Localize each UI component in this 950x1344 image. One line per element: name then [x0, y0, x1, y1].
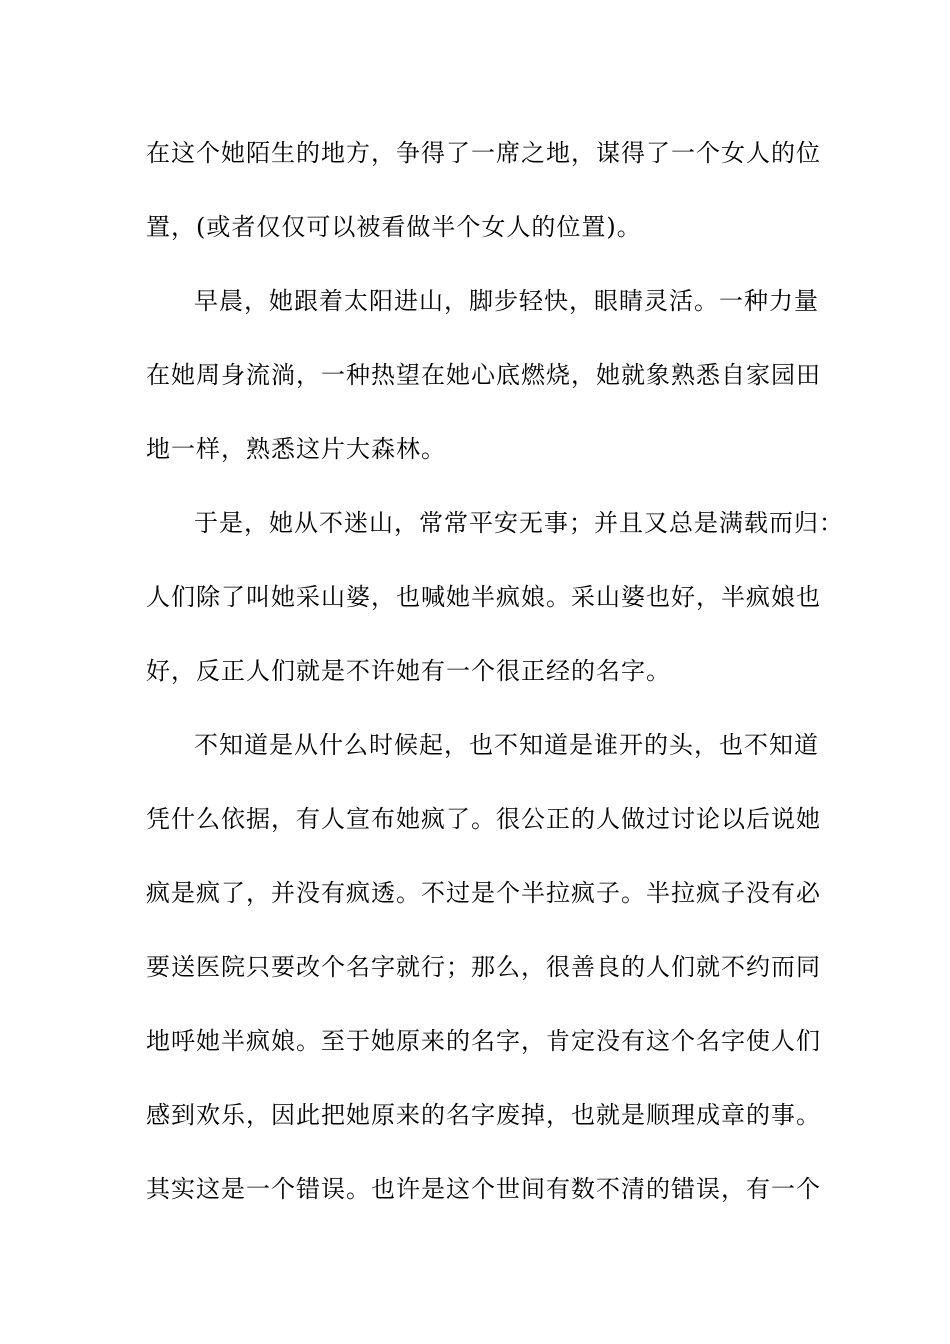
paragraph-first-line: 于是，她从不迷山，常常平安无事；并且又总是满载而归：	[194, 509, 844, 537]
text-line: 好，反正人们就是不许她有一个很正经的名字。	[146, 657, 671, 685]
text-line: 在这个她陌生的地方，争得了一席之地，谋得了一个女人的位	[146, 139, 821, 167]
text-line: 置，(或者仅仅可以被看做半个女人的位置)。	[146, 213, 642, 241]
text-line: 人们除了叫她采山婆，也喊她半疯娘。采山婆也好，半疯娘也	[146, 583, 821, 611]
paragraph-first-line: 不知道是从什么时候起，也不知道是谁开的头，也不知道	[194, 731, 819, 759]
text-line: 感到欢乐，因此把她原来的名字废掉，也就是顺理成章的事。	[146, 1101, 821, 1129]
text-line: 凭什么依据，有人宣布她疯了。很公正的人做过讨论以后说她	[146, 805, 821, 833]
text-line: 疯是疯了，并没有疯透。不过是个半拉疯子。半拉疯子没有必	[146, 879, 821, 907]
text-line: 在她周身流淌，一种热望在她心底燃烧，她就象熟悉自家园田	[146, 361, 821, 389]
text-line: 要送医院只要改个名字就行；那么，很善良的人们就不约而同	[146, 953, 821, 981]
text-line: 地一样，熟悉这片大森林。	[146, 435, 446, 463]
text-line: 其实这是一个错误。也许是这个世间有数不清的错误，有一个	[146, 1175, 821, 1203]
paragraph-first-line: 早晨，她跟着太阳进山，脚步轻快，眼睛灵活。一种力量	[194, 287, 819, 315]
text-line: 地呼她半疯娘。至于她原来的名字，肯定没有这个名字使人们	[146, 1027, 821, 1055]
